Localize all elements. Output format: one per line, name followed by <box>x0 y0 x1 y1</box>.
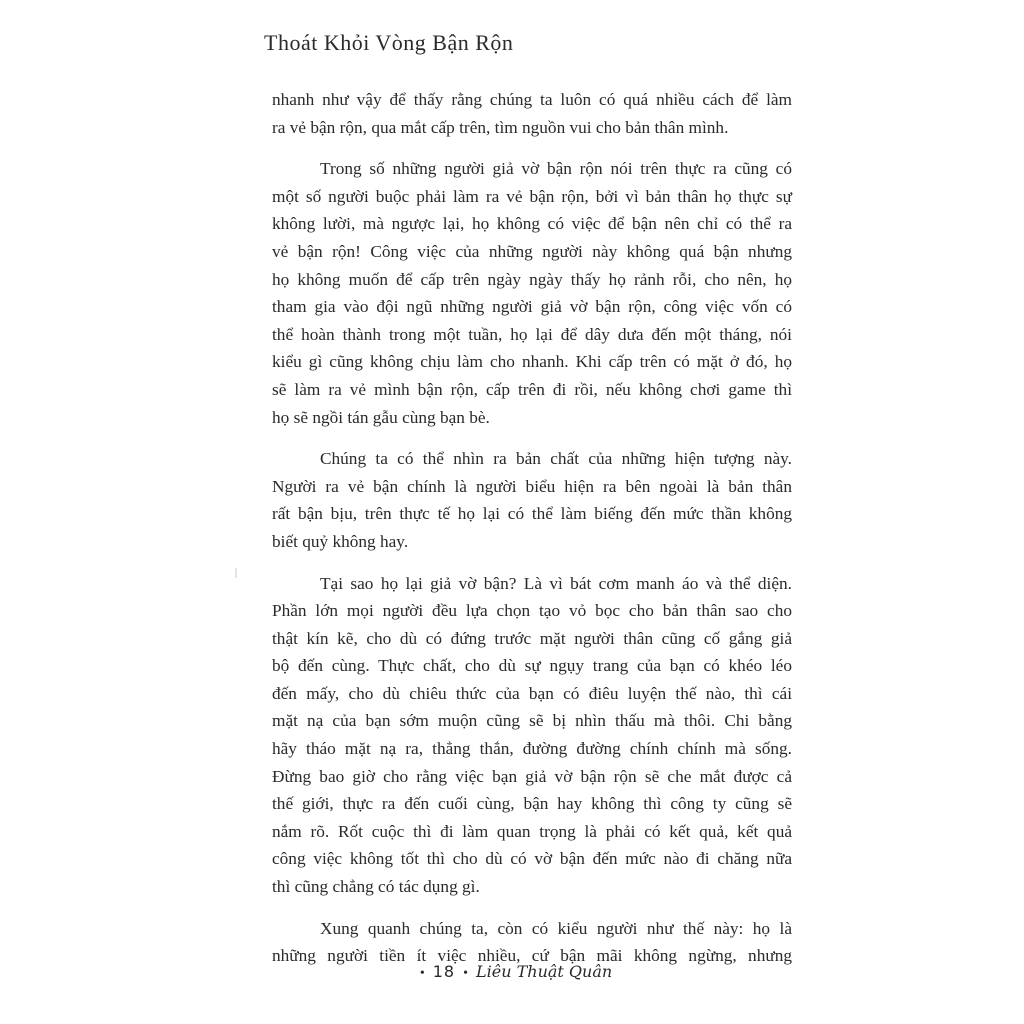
text-line: Chúng ta có thể nhìn ra bản chất của những hiện tượng này. <box>320 449 792 469</box>
text-line: tham gia vào đội ngũ những người giả vờ bận rộn, công việc vốn có <box>272 297 792 317</box>
text-line: rất bận bịu, trên thực tế họ lại có thể làm biếng đến mức thần không <box>272 504 792 524</box>
author-name: Liêu Thuật Quân <box>475 962 613 981</box>
text-line: công việc không tốt thì cho dù có vờ bận đến mức nào đi chăng nữa <box>272 849 792 869</box>
paragraph-4 <box>272 570 792 901</box>
text-line: không lười, mà ngược lại, họ không có việc để bận nên chỉ có thể ra <box>272 214 792 234</box>
text-line: biết quỷ không hay. <box>272 531 409 551</box>
footer-separator-right: • <box>463 966 468 981</box>
paragraph-3 <box>272 445 792 555</box>
text-line: họ không muốn để cấp trên ngày ngày thấy họ rảnh rỗi, cho nên, họ <box>272 269 792 289</box>
paper-speck <box>235 568 237 578</box>
text-line: nhanh như vậy để thấy rằng chúng ta luôn có quá nhiều cách để làm <box>272 90 792 109</box>
page-number: 18 <box>432 962 456 981</box>
text-line: Phần lớn mọi người đều lựa chọn tạo vỏ bọc cho bản thân sao cho <box>272 601 792 621</box>
text-line: thật kín kẽ, cho dù có đứng trước mặt người thân cũng cố gắng giả <box>272 628 792 648</box>
body-text <box>272 86 792 984</box>
page-footer <box>0 962 1024 982</box>
text-line: Xung quanh chúng ta, còn có kiểu người như thế này: họ là <box>320 918 792 938</box>
text-line: Tại sao họ lại giả vờ bận? Là vì bát cơm manh áo và thể diện. <box>320 573 792 593</box>
text-line: Người ra vẻ bận chính là người biểu hiện ra bên ngoài là bản thân <box>272 476 792 496</box>
text-line: Đừng bao giờ cho rằng việc bạn giả vờ bận rộn sẽ che mắt được cả <box>272 766 792 786</box>
text-line: nắm rõ. Rốt cuộc thì đi làm quan trọng là phải có kết quả, kết quả <box>272 821 792 841</box>
text-line: vẻ bận rộn! Công việc của những người này không quá bận nhưng <box>272 241 792 261</box>
text-line: một số người buộc phải làm ra vẻ bận rộn, bởi vì bản thân họ thực sự <box>272 186 792 206</box>
text-line: ra vẻ bận rộn, qua mắt cấp trên, tìm nguồn vui cho bản thân mình. <box>272 117 729 137</box>
text-line: sẽ làm ra vẻ mình bận rộn, cấp trên đi rồi, nếu không chơi game thì <box>272 379 792 399</box>
text-line: thế giới, thực ra đến cuối cùng, bận hay không thì công ty cũng sẽ <box>272 794 792 814</box>
paragraph-1 <box>272 86 792 141</box>
text-line: kiểu gì cũng không chịu làm cho nhanh. Khi cấp trên có mặt ở đó, họ <box>272 352 792 372</box>
text-line: thì cũng chẳng có tác dụng gì. <box>272 877 480 897</box>
text-line: hãy tháo mặt nạ ra, thẳng thắn, đường đường chính chính mà sống. <box>272 739 792 759</box>
text-line: bộ đến cùng. Thực chất, cho dù sự ngụy trang của bạn có khéo léo <box>272 656 792 676</box>
text-line: họ sẽ ngồi tán gẫu cùng bạn bè. <box>272 407 490 427</box>
text-line: Trong số những người giả vờ bận rộn nói trên thực ra cũng có <box>320 159 792 179</box>
text-line: thể hoàn thành trong một tuần, họ lại để dây dưa đến một tháng, nói <box>272 324 792 344</box>
text-line: những người tiền ít việc nhiều, cứ bận mãi không ngừng, nhưng <box>272 946 792 966</box>
text-line: mặt nạ của bạn sớm muộn cũng sẽ bị nhìn thấu mà thôi. Chi bằng <box>272 711 792 731</box>
text-line: đến mấy, cho dù chiêu thức của bạn có điêu luyện thế nào, thì cái <box>272 683 792 703</box>
footer-separator-left: • <box>419 966 425 981</box>
paragraph-2 <box>272 155 792 431</box>
running-header: Thoát Khỏi Vòng Bận Rộn <box>264 30 514 55</box>
